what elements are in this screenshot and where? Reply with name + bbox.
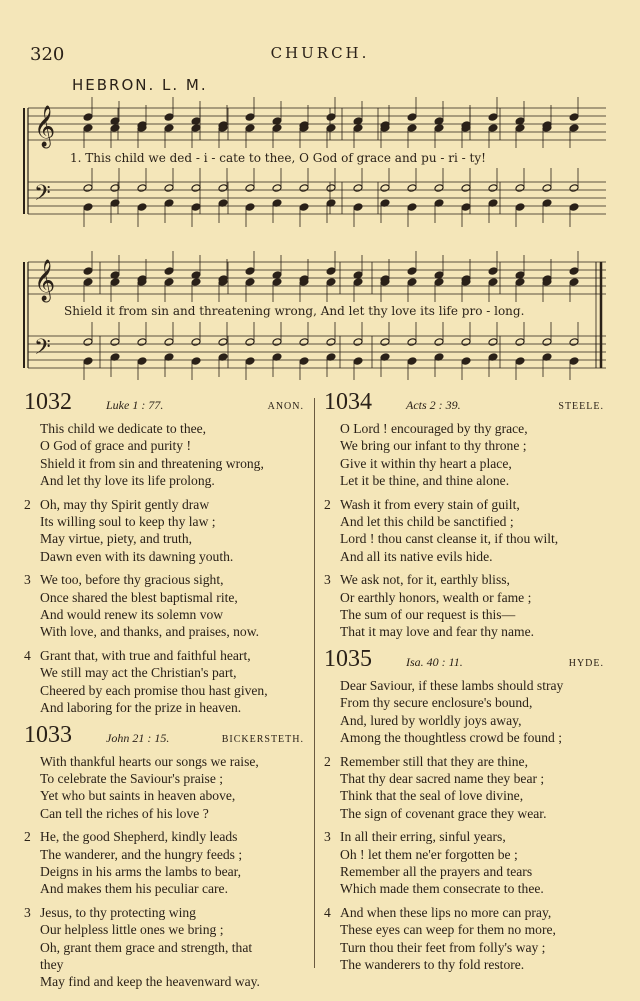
verse-line: And when these lips no more can pray, <box>340 904 552 920</box>
stanza-number: 3 <box>24 904 31 920</box>
stanza <box>24 828 304 898</box>
verse-line: And, lured by worldly joys away, <box>340 712 522 728</box>
verse-line: This child we dedicate to thee, <box>40 421 207 436</box>
verse-line: In all their erring, sinful years, <box>340 829 506 845</box>
verse-line: With love, and thanks, and praises, now. <box>40 624 260 640</box>
verse-line: Dawn even with its dawning youth. <box>40 548 234 564</box>
verse-line: And let this child be sanctified ; <box>340 514 514 530</box>
stanza <box>324 420 604 490</box>
verse-line: Deigns in his arms the lambs to bear, <box>40 863 242 879</box>
stanza <box>324 496 604 566</box>
stanza-number: 3 <box>324 829 331 845</box>
verse-line: Among the thoughtless crowd be found ; <box>340 730 563 746</box>
verse-line: Jesus, to thy protecting wing <box>40 904 196 920</box>
verse-line: May virtue, piety, and truth, <box>40 531 193 547</box>
verse-line: Or earthly honors, wealth or fame ; <box>340 589 532 605</box>
verse-line: Lord ! thou canst cleanse it, if thou wilt, <box>340 531 559 547</box>
stanza <box>24 496 304 566</box>
verse-line: O Lord ! encouraged by thy grace, <box>340 421 528 436</box>
hymn-author: STEELE. <box>558 401 604 412</box>
hymn-reference: Luke 1 : 77. <box>106 398 164 412</box>
verse-line: Let it be thine, and thine alone. <box>340 473 510 489</box>
svg-text:𝄢: 𝄢 <box>34 181 51 211</box>
tune-title: HEBRON. L. M. <box>72 76 208 94</box>
verse-line: Remember all the prayers and tears <box>340 863 533 879</box>
hymn-author: HYDE. <box>568 657 604 669</box>
stanza <box>24 647 304 717</box>
stanza-number: 3 <box>24 572 31 588</box>
verse-line: Oh ! let them ne'er forgotten be ; <box>340 846 518 862</box>
hymn <box>24 389 304 717</box>
hymn-header <box>24 389 304 420</box>
stanza <box>24 420 304 490</box>
hymn-reference: Acts 2 : 39. <box>406 398 461 412</box>
verse-line: Its willing soul to keep thy law ; <box>40 514 216 530</box>
verse-line: they <box>40 956 64 972</box>
hymn-header <box>24 721 304 753</box>
verse-line: Which made them consecrate to thee. <box>340 881 544 897</box>
verse-line: From thy secure enclosure's bound, <box>340 695 533 711</box>
verse-line: Can tell the riches of his love ? <box>40 805 209 821</box>
verse-line: He, the good Shepherd, kindly leads <box>40 829 238 845</box>
verse-line: The wanderer, and the hungry feeds ; <box>40 846 243 862</box>
stanza-number: 4 <box>324 904 331 920</box>
column-right <box>324 389 604 983</box>
stanza <box>24 904 304 991</box>
hymn-reference: John 21 : 15. <box>106 730 170 745</box>
hymn <box>324 645 604 974</box>
stanza-number: 2 <box>24 829 31 845</box>
stanza-number: 2 <box>324 496 331 512</box>
verse-line: Turn thou their feet from folly's way ; <box>340 939 546 955</box>
running-head: CHURCH. <box>270 44 370 62</box>
verse-line: The sum of our request is this— <box>340 607 516 623</box>
verse-line: We bring our infant to thy throne ; <box>340 438 527 454</box>
hymn <box>324 389 604 641</box>
hymn-header <box>324 645 604 677</box>
verse-line: We too, before thy gracious sight, <box>40 572 224 588</box>
verse-line: Remember still that they are thine, <box>340 753 528 769</box>
stanza <box>324 828 604 898</box>
hymn-number: 1033 <box>24 721 72 748</box>
column-left <box>24 389 304 1001</box>
verse-line: That it may love and fear thy name. <box>340 624 535 640</box>
verse-line: The sign of covenant grace they wear. <box>340 805 547 821</box>
stanza <box>324 904 604 974</box>
stanza-number: 4 <box>24 647 31 663</box>
hymn-number: 1035 <box>324 645 372 672</box>
stanza <box>324 677 604 747</box>
verse-line: To celebrate the Saviour's praise ; <box>40 770 224 786</box>
verse-line: And laboring for the prize in heaven. <box>40 700 242 716</box>
svg-text:𝄢: 𝄢 <box>34 335 51 365</box>
verse-line: And all its native evils hide. <box>340 548 493 564</box>
verse-line: Our helpless little ones we bring ; <box>40 922 224 938</box>
verse-line: And would renew its solemn vow <box>40 607 224 623</box>
stanza <box>324 753 604 823</box>
verse-line: That thy dear sacred name they bear ; <box>340 770 545 786</box>
music-score <box>0 0 640 380</box>
verse-line: Think that the seal of love divine, <box>340 788 524 804</box>
hymn-author: BICKERSTETH. <box>221 733 304 745</box>
verse-line: And let thy love its life prolong. <box>40 473 215 489</box>
verse-line: Cheered by each promise thou hast given, <box>40 682 268 698</box>
hymn-header <box>324 389 604 420</box>
column-divider <box>314 398 315 968</box>
svg-text:𝄞: 𝄞 <box>34 106 56 147</box>
stanza <box>24 753 304 823</box>
verse-line: Give it within thy heart a place, <box>340 455 512 471</box>
stanza-number: 2 <box>24 496 31 512</box>
verse-line: We still may act the Christian's part, <box>40 665 237 681</box>
page-number: 320 <box>30 44 65 65</box>
lyric-line-2: Shield it from sin and threatening wrong, And let thy love its life pro - long. <box>64 304 525 318</box>
verse-line: And makes them his peculiar care. <box>40 881 228 897</box>
verse-line: O God of grace and purity ! <box>40 438 191 454</box>
verse-line: Dear Saviour, if these lambs should stray <box>340 677 564 693</box>
hymn-columns <box>24 389 616 990</box>
stanza-number: 2 <box>324 753 331 769</box>
verse-line: May find and keep the heavenward way. <box>40 974 260 990</box>
hymn-number: 1032 <box>24 389 72 415</box>
svg-text:𝄞: 𝄞 <box>34 260 56 301</box>
verse-line: These eyes can weep for them no more, <box>340 922 556 938</box>
stanza-number: 3 <box>324 572 331 588</box>
hymn-author: ANON. <box>267 401 304 412</box>
verse-line: Wash it from every stain of guilt, <box>340 496 520 512</box>
verse-line: Oh, may thy Spirit gently draw <box>40 496 210 512</box>
verse-line: Shield it from sin and threatening wrong, <box>40 455 264 471</box>
hymn <box>24 721 304 991</box>
verse-line: The wanderers to thy fold restore. <box>340 956 525 972</box>
hymn-number: 1034 <box>324 389 372 415</box>
stanza <box>324 571 604 641</box>
verse-line: We ask not, for it, earthly bliss, <box>340 572 510 588</box>
verse-line: With thankful hearts our songs we raise, <box>40 753 259 769</box>
stanza <box>24 571 304 641</box>
verse-line: Yet who but saints in heaven above, <box>40 788 236 804</box>
verse-line: Grant that, with true and faithful heart, <box>40 647 251 663</box>
hymn-reference: Isa. 40 : 11. <box>406 654 463 669</box>
verse-line: Once shared the blest baptismal rite, <box>40 589 238 605</box>
verse-line: Oh, grant them grace and strength, that <box>40 939 253 955</box>
lyric-line-1: 1. This child we ded - i - cate to thee, O God of grace and pu - ri - ty! <box>70 151 486 165</box>
